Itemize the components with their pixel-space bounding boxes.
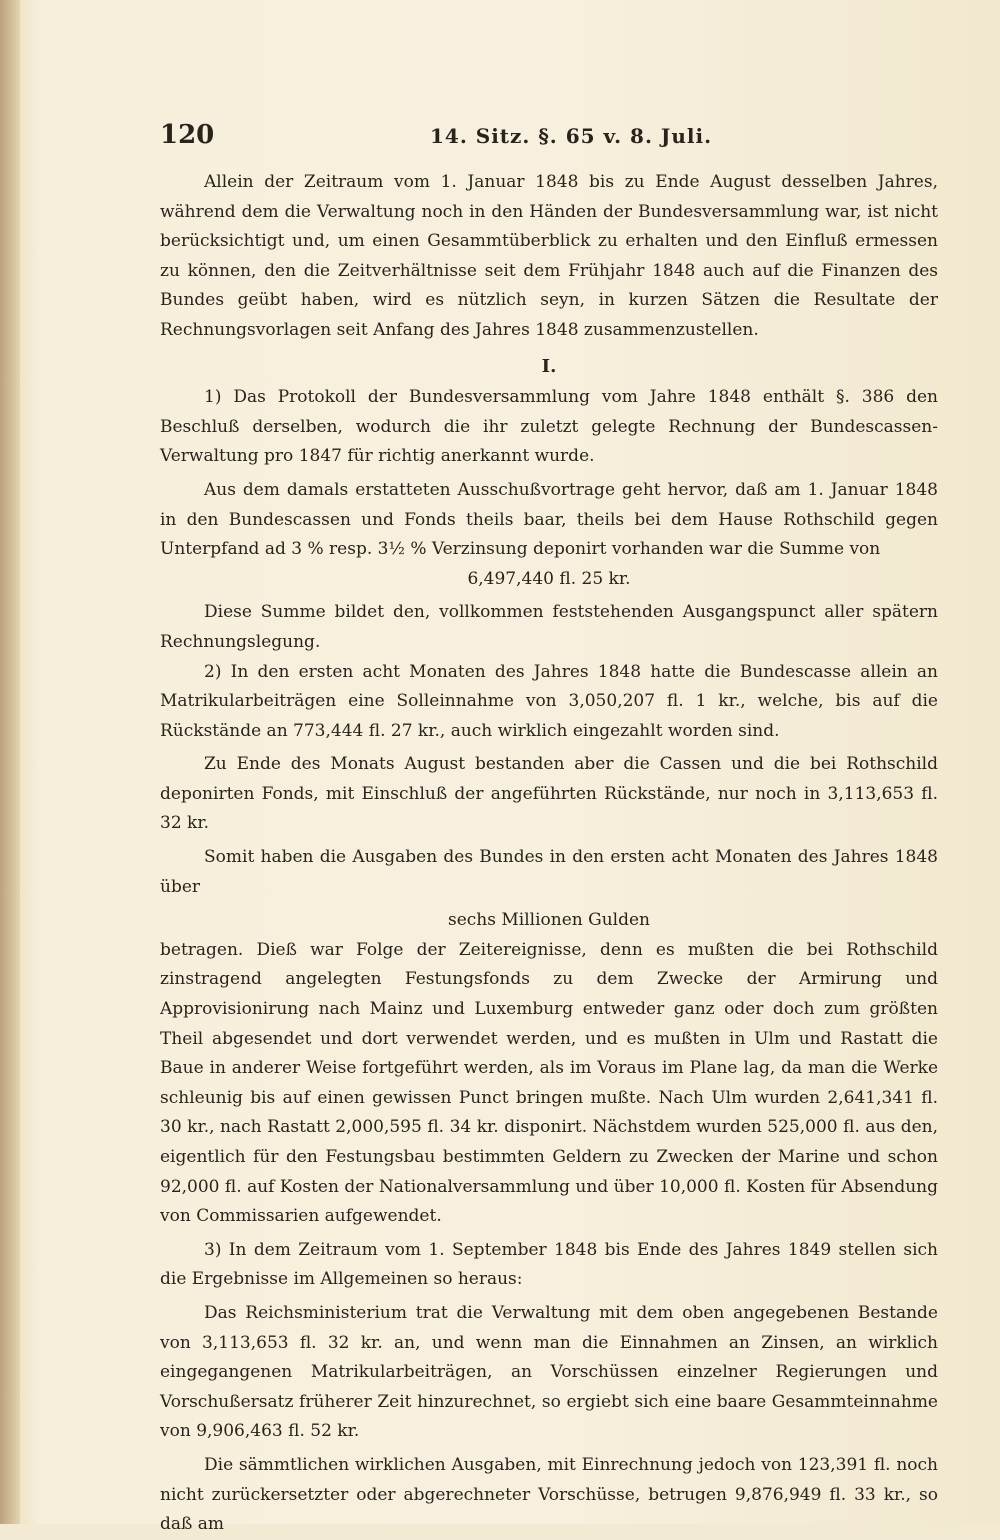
paragraph-6: Somit haben die Ausgaben des Bundes in den ersten acht Monaten des Jahres 1848 über [160, 847, 938, 897]
paragraph-8: 3) In dem Zeitraum vom 1. September 1848 bis Ende des Jahres 1849 stellen sich die Ergebnisse im Allgemeinen so heraus: [160, 1239, 938, 1290]
paragraph-5: Zu Ende des Monats August bestanden aber die Cassen und die bei Rothschild deponirten Fonds, mit Einschluß der angeführten Rückstände, nur noch in 3,113,653 fl. 32 kr. [160, 754, 938, 834]
page-header [160, 118, 940, 158]
paragraph-7: betragen. Dieß war Folge der Zeitereignisse, denn es mußten die bei Rothschild zinstragend angelegten Festungsfonds zu dem Zwecke der Armirung und Approvisionirung nach Mainz und Luxemburg entweder ganz oder doch zum größten Theil abgesendet und dort verwendet werden, und es mußten in Ulm und Rastatt die Baue in anderer Weise fortgeführt werden, als im Voraus im Plane lag, da man die Werke schleunig bis auf einen gewissen Punct bringen mußte. Nach Ulm wurden 2,641,341 fl. 30 kr., nach Rastatt 2,000,595 fl. 34 kr. disponirt. Nächstdem wurden 525,000 fl. aus den, eigentlich für den Festungsbau bestimmten Geldern zu Zwecken der Marine und schon 92,000 fl. auf Kosten der Nationalversammlung und über 10,000 fl. Kosten für Absendung von Commissarien aufgewendet. [160, 939, 938, 1227]
paragraph-2: Aus dem damals erstatteten Ausschußvortrage geht hervor, daß am 1. Januar 1848 in den Bundescassen und Fonds theils baar, theils bei dem Hause Rothschild gegen Unterpfand ad 3 % resp. 3½ % Verzinsung deponirt vorhanden war die Summe von [160, 479, 938, 560]
running-head: 14. Sitz. §. 65 v. 8. Juli. [430, 124, 713, 148]
body-text [160, 168, 938, 1540]
paragraph-4: 2) In den ersten acht Monaten des Jahres 1848 hatte die Bundescasse allein an Matrikularbeiträgen eine Solleinnahme von 3,050,207 fl. 1 kr., welche, bis auf die Rückstände an 773,444 fl. 27 kr., auch wirklich eingezahlt worden sind. [160, 661, 938, 741]
section-number: I. [541, 355, 557, 377]
paragraph-intro: Allein der Zeitraum vom 1. Januar 1848 bis zu Ende August desselben Jahres, während dem die Verwaltung noch in den Händen der Bundesversammlung war, ist nicht berücksichtigt und, um einen Gesammtüberblick zu erhalten und den Einfluß ermessen zu können, den die Zeitverhältnisse seit dem Frühjahr 1848 auch auf die Finanzen des Bundes geübt haben, wird es nützlich seyn, in kurzen Sätzen die Resultate der Rechnungsvorlagen seit Anfang des Jahres 1848 zusammenzustellen. [160, 172, 938, 340]
paragraph-9: Das Reichsministerium trat die Verwaltung mit dem oben angegebenen Bestande von 3,113,653 fl. 32 kr. an, und wenn man die Einnahmen an Zinsen, an wirklich eingegangenen Matrikularbeiträgen, an Vorschüssen einzelner Regierungen und Vorschußersatz früherer Zeit hinzurechnet, so ergiebt sich eine baare Gesammteinnahme von 9,906,463 fl. 52 kr. [160, 1302, 938, 1442]
paragraph-10: Die sämmtlichen wirklichen Ausgaben, mit Einrechnung jedoch von 123,391 fl. noch nicht zurückersetzter oder abgerechneter Vorschüsse, betrugen 9,876,949 fl. 33 kr., so daß am [160, 1454, 938, 1535]
paragraph-3: Diese Summe bildet den, vollkommen feststehenden Ausgangspunct aller spätern Rechnungslegung. [160, 602, 938, 652]
amount-line-1: 6,497,440 fl. 25 kr. [467, 568, 631, 589]
paragraph-1: 1) Das Protokoll der Bundesversammlung vom Jahre 1848 enthält §. 386 den Beschluß derselben, wodurch die ihr zuletzt gelegte Rechnung der Bundescassen-Verwaltung pro 1847 für richtig anerkannt wurde. [160, 387, 938, 467]
page-edge [0, 0, 20, 1524]
page-number: 120 [160, 120, 215, 150]
amount-line-2: sechs Millionen Gulden [448, 910, 650, 931]
